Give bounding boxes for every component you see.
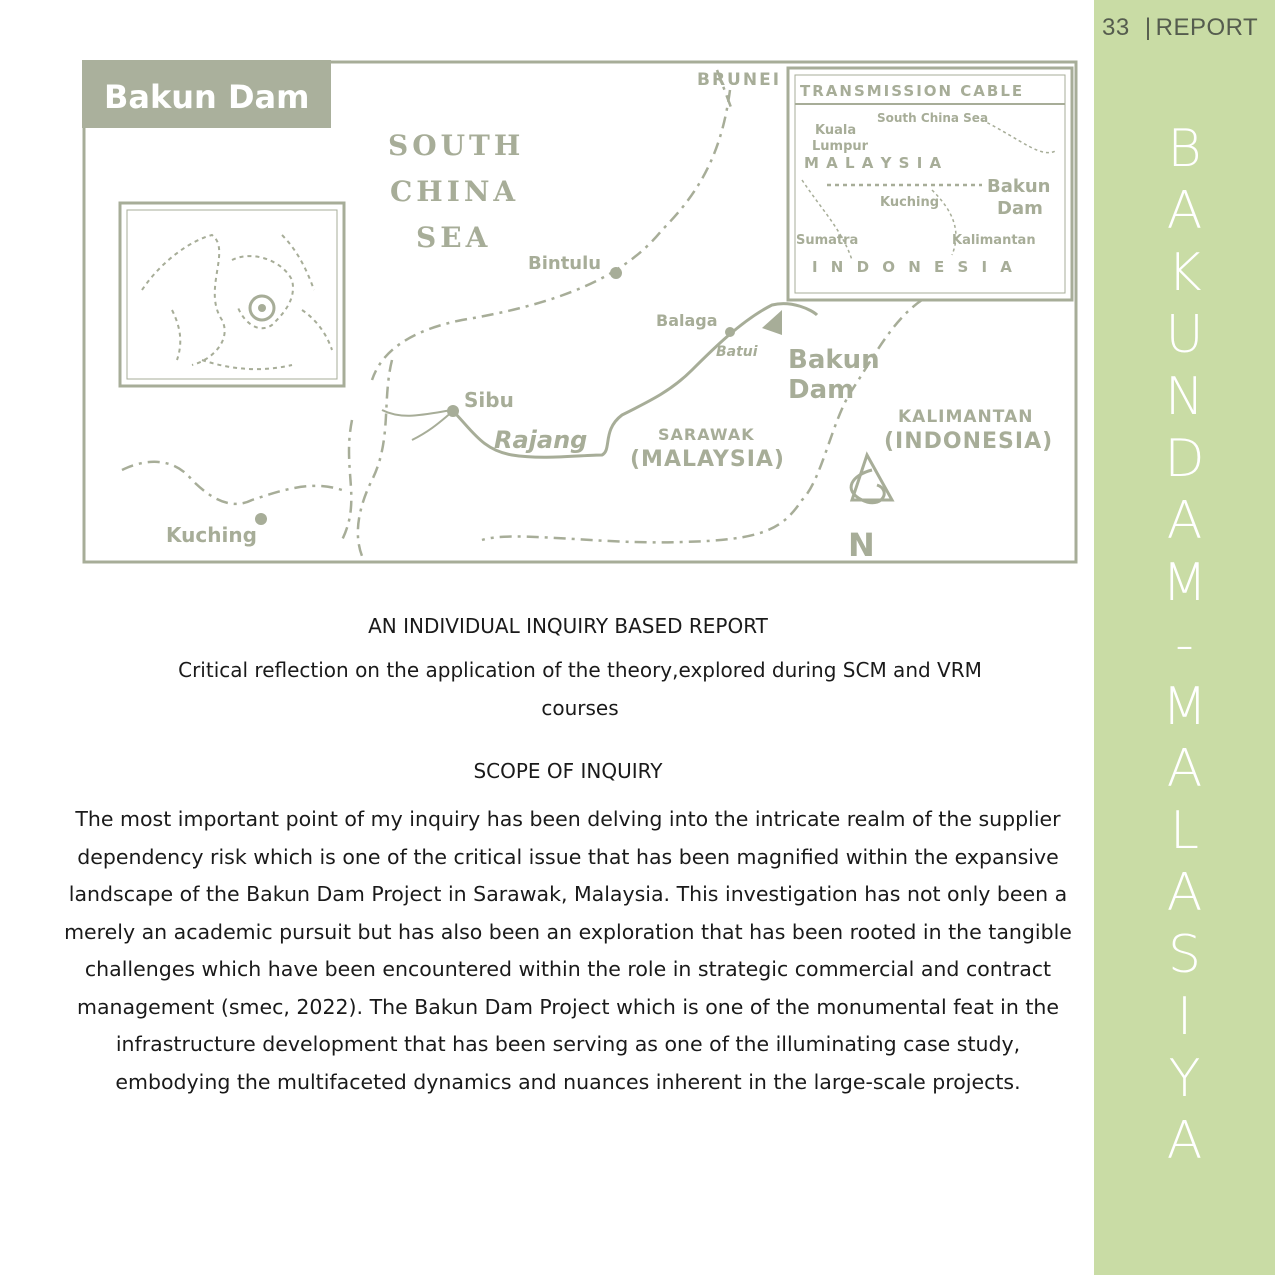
north-label: N [848,526,875,564]
bakun-label: Bakun [788,345,880,375]
title-letter: A [1166,181,1203,241]
inset-sumatra: Sumatra [796,233,859,248]
title-letter: A [1166,1111,1203,1171]
title-letter: Y [1168,1049,1201,1109]
title-letter: A [1166,863,1203,923]
bintulu-label: Bintulu [528,253,602,274]
inset-kalimantan: Kalimantan [952,233,1036,248]
rajang-label: Rajang [494,426,588,454]
title-letter: B [1167,119,1202,179]
title-letter: N [1165,367,1204,427]
locator-coastlines [142,235,332,369]
map-frame [84,62,1076,562]
inset-kuala: Kuala [815,123,857,138]
locator-inset [120,203,344,386]
section-label: REPORT [1155,14,1259,41]
map-title: Bakun Dam [104,78,310,116]
sea-label-1: SOUTH [388,129,525,162]
sea-label-2: CHINA [390,175,520,208]
sidebar [1094,0,1275,1275]
title-letter: A [1166,739,1203,799]
balaga-label: Balaga [656,311,718,330]
balaga-marker [725,327,735,337]
north-arrow-icon [851,455,892,503]
report-description: Critical reflection on the application of the theory,explored during SCM and VRM courses [178,658,982,720]
sibu-label: Sibu [464,388,514,412]
title-letter: M [1162,553,1207,613]
inset-dam: Dam [997,198,1043,219]
title-letter: M [1162,677,1207,737]
bakun-reservoir [762,310,782,335]
inset-kuching: Kuching [880,195,940,210]
scope-heading: SCOPE OF INQUIRY [473,759,663,783]
map-illustration [82,60,1078,564]
title-letter: A [1166,491,1203,551]
brunei-label: BRUNEI [697,70,782,90]
title-letter: I [1176,987,1193,1047]
title-letter: - [1175,615,1194,675]
page-number: 33 [1102,14,1130,41]
malaysia-label: (MALAYSIA) [630,447,785,472]
title-letter: K [1167,243,1202,303]
indonesia-label: (INDONESIA) [884,429,1054,454]
report-type: AN INDIVIDUAL INQUIRY BASED REPORT [368,614,768,638]
kalimantan-label: KALIMANTAN [898,407,1034,427]
title-letter: D [1164,429,1205,489]
inset-indonesia: I N D O N E S I A [812,258,1016,276]
sarawak-label: SARAWAK [658,425,755,444]
inset-bakun: Bakun [987,176,1051,197]
sibu-marker [447,405,459,417]
title-letter: U [1165,305,1204,365]
kuching-label: Kuching [166,523,257,547]
transmission-title: TRANSMISSION CABLE [800,82,1025,100]
bintulu-marker [610,267,622,279]
bakun-dam-map [82,60,1078,564]
inset-lumpur: Lumpur [812,139,869,154]
vertical-title [1094,118,1275,1172]
scope-body: The most important point of my inquiry has been delving into the intricate realm of the supplier dependency risk which is one of the critical issue that has been magnified within the expansive landscape of the Bakun Dam Project in Sarawak, Malaysia. This investigation has not only been a merely an academic pursuit but has also been an exploration that has been rooted in the tangible challenges which have been encountered within the role in strategic commercial and contract management (smec, 2022). The Bakun Dam Project which is one of the monumental feat in the infrastructure development that has been serving as one of the illuminating case study, embodying the multifaceted dynamics and nuances inherent in the large-scale projects. [64,807,1072,1094]
inset-south-china-sea: South China Sea [877,111,989,125]
page-header: 33 | REPORT [1102,14,1259,41]
title-letter: L [1170,801,1199,861]
dam-label: Dam [788,375,855,405]
sea-label-3: SEA [416,221,492,254]
title-letter: S [1167,925,1201,985]
inset-malaysia: M A L A Y S I A [804,154,943,172]
batui-label: Batui [716,344,758,360]
